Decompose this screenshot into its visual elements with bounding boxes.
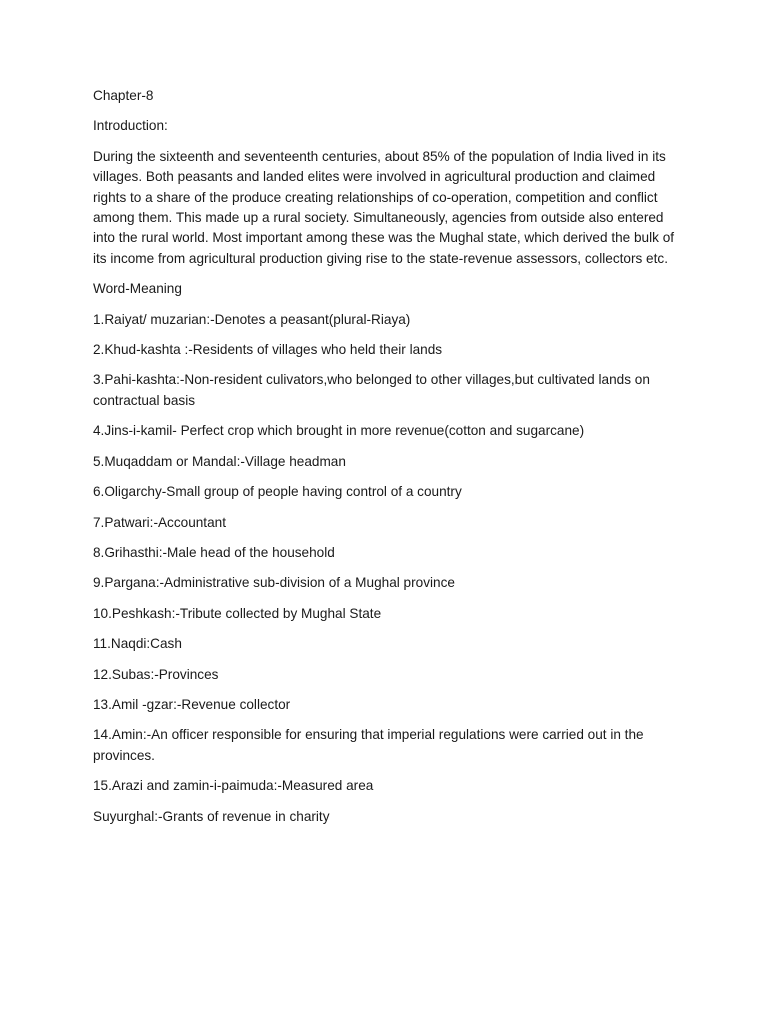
word-meaning-heading: Word-Meaning (93, 281, 182, 297)
term-definition: 7.Patwari:-Accountant (93, 514, 226, 530)
document-page (93, 84, 681, 837)
term-definition: 3.Pahi-kashta:-Non-resident culivators,who belonged to other villages,but cultivated lands on contractual basis (93, 372, 650, 408)
term-definition: 6.Oligarchy-Small group of people having control of a country (93, 484, 462, 500)
introduction-heading: Introduction: (93, 118, 168, 134)
term-definition: 14.Amin:-An officer responsible for ensuring that imperial regulations were carried out in the provinces. (93, 727, 644, 763)
term-definition: 15.Arazi and zamin-i-paimuda:-Measured area (93, 778, 374, 794)
term-definition: 5.Muqaddam or Mandal:-Village headman (93, 453, 346, 469)
term-definition: 9.Pargana:-Administrative sub-division of a Mughal province (93, 575, 455, 591)
term-definition: 10.Peshkash:-Tribute collected by Mughal State (93, 605, 382, 621)
term-definition: 1.Raiyat/ muzarian:-Denotes a peasant(plural-Riaya) (93, 311, 411, 327)
term-definition: 12.Subas:-Provinces (93, 666, 219, 682)
term-definition: Suyurghal:-Grants of revenue in charity (93, 808, 330, 824)
chapter-heading: Chapter-8 (93, 88, 154, 103)
term-definition: 8.Grihasthi:-Male head of the household (93, 544, 335, 560)
term-definition: 4.Jins-i-kamil- Perfect crop which brought in more revenue(cotton and sugarcane) (93, 423, 585, 439)
term-definition: 2.Khud-kashta :-Residents of villages who held their lands (93, 342, 443, 358)
term-definition: 13.Amil -gzar:-Revenue collector (93, 696, 291, 712)
introduction-paragraph: During the sixteenth and seventeenth centuries, about 85% of the population of India lived in its villages. Both peasants and landed elites were involved in agricultural production and claimed rights to a share of the produce creating relationships of co-operation, competition and conflict among them. This made up a rural society. Simultaneously, agencies from outside also entered into the rural world. Most important among these was the Mughal state, which derived the bulk of its income from agricultural production giving rise to the state-revenue assessors, collectors etc. (93, 148, 675, 266)
term-definition: 11.Naqdi:Cash (93, 636, 182, 652)
